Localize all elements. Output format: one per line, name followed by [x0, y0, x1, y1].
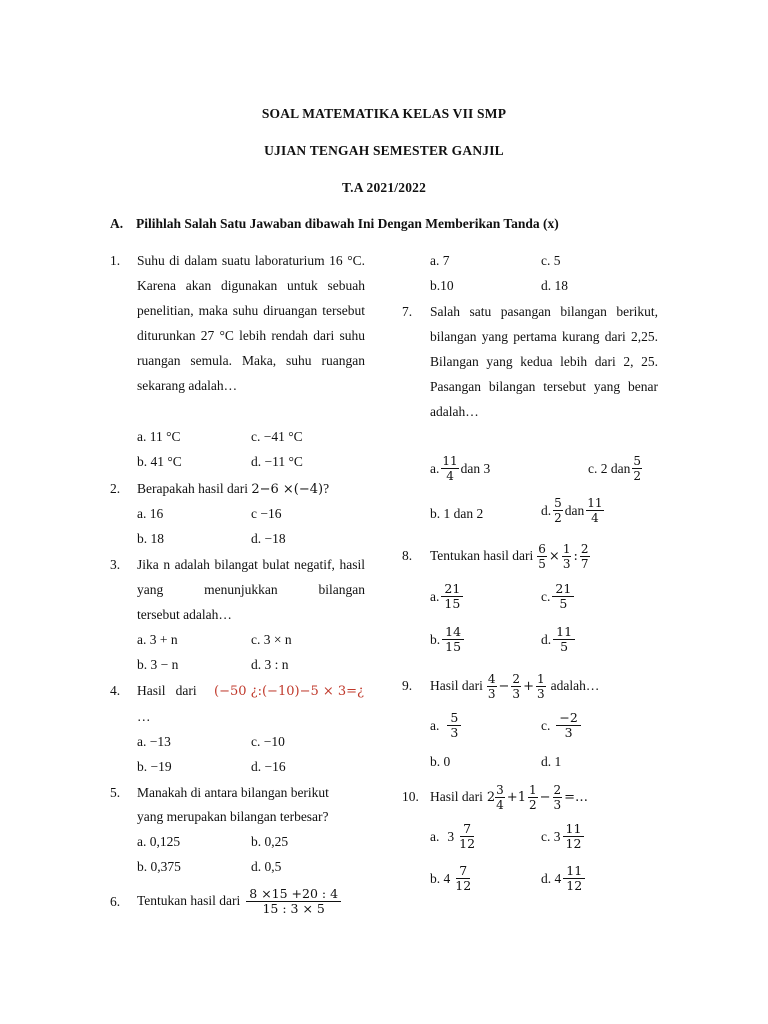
q9-option-d[interactable]: d. 1	[541, 754, 562, 769]
q6-option-d[interactable]: d. 18	[541, 278, 568, 293]
q8-a-num: 21	[441, 582, 463, 597]
question-6-text	[137, 880, 343, 922]
question-number-8: 8.	[402, 548, 413, 563]
q10-e-d1: 4	[496, 797, 504, 812]
q9-e-n3: 1	[536, 671, 545, 686]
q8-expr-frac-2	[562, 542, 572, 571]
q9-e-d2: 3	[512, 686, 521, 701]
q9-a-den: 3	[450, 725, 459, 740]
q10-a-fraction	[456, 822, 478, 851]
q7-a-fraction	[441, 454, 458, 483]
question-5-text: Manakah di antara bilangan berikut	[137, 785, 329, 800]
q3-option-d[interactable]: d. 3 : n	[251, 657, 289, 672]
q8-b-fraction	[442, 625, 464, 654]
question-number-2: 2.	[110, 481, 121, 496]
question-6-prompt: Tentukan hasil dari	[137, 893, 241, 908]
q5-option-d[interactable]: d. 0,5	[251, 859, 282, 874]
question-8-text	[430, 538, 592, 574]
q7-d-den2: 4	[591, 511, 599, 525]
question-2-text	[137, 481, 329, 497]
q4-option-d[interactable]: d. −16	[251, 759, 286, 774]
q2-option-a[interactable]: a. 16	[137, 506, 164, 521]
q8-e-d3: 7	[580, 556, 589, 571]
q10-a-num: 7	[460, 822, 474, 837]
q9-c-num: −2	[556, 711, 580, 726]
q9-e-op1: −	[498, 678, 510, 694]
q10-e-n1: 3	[496, 782, 504, 797]
q10-d-den: 12	[566, 878, 583, 893]
question-number-7: 7.	[402, 304, 413, 319]
q8-b-den: 15	[445, 639, 462, 654]
q9-e-d1: 3	[487, 686, 496, 701]
question-7-text	[430, 299, 658, 424]
question-1-body: Suhu di dalam suatu laboraturium 16 °C. Karena akan digunakan untuk sebuah penelitian, maka suhu diruangan tersebut diturunkan 27 °C lebih rendah dari suhu ruangan semula. Maka, suhu ruangan	[137, 253, 365, 368]
q7-option-b[interactable]: b. 1 dan 2	[430, 506, 484, 521]
q9-expr-frac-2	[511, 672, 521, 701]
question-1-last-line: sekarang adalah…	[137, 378, 238, 393]
q7-d-mid: dan	[564, 502, 585, 518]
q7-option-a[interactable]	[430, 454, 490, 483]
q10-d-fraction	[563, 864, 585, 893]
question-6-numerator: 8 ×15 +20 : 4	[246, 887, 341, 902]
q9-a-num: 5	[447, 711, 461, 726]
q6-option-b[interactable]: b.10	[430, 278, 454, 293]
q10-e-op2: −	[539, 789, 551, 805]
q9-option-a[interactable]	[430, 711, 463, 740]
q8-e-op2: :	[573, 548, 578, 564]
q7-d-num1: 5	[554, 496, 562, 510]
question-2-expression: 2−6 ×(−4)	[251, 482, 324, 497]
q7-c-den: 2	[633, 469, 641, 483]
exam-title: SOAL MATEMATIKA KELAS VII SMP	[261, 106, 507, 121]
q9-c-den: 3	[564, 725, 573, 740]
question-3-text	[137, 552, 365, 627]
q9-e-n2: 2	[512, 671, 521, 686]
exam-subtitle: UJIAN TENGAH SEMESTER GANJIL	[264, 143, 504, 158]
question-7-body: Salah satu pasangan bilangan berikut, bilangan yang pertama kurang dari 2,25. Bilangan yang kedua lebih dari 2, 25. Pasangan bilangan tersebut yang benar	[430, 304, 658, 394]
section-heading	[110, 216, 559, 232]
question-number-4: 4.	[110, 683, 121, 698]
q8-expr-frac-1	[537, 542, 547, 571]
q10-c-num: 11	[563, 822, 585, 837]
q9-c-label: c.	[541, 717, 551, 733]
q8-e-n3: 2	[580, 541, 589, 556]
q9-c-fraction	[556, 711, 580, 740]
q8-e-op1: ×	[548, 548, 560, 564]
question-9-prompt: Hasil dari	[430, 678, 483, 693]
q8-a-fraction	[441, 582, 463, 611]
q9-a-fraction	[447, 711, 461, 740]
question-number-9: 9.	[402, 678, 413, 693]
q10-e-n2: 1	[528, 782, 537, 797]
q8-e-n1: 6	[538, 541, 546, 556]
q8-b-num: 14	[442, 625, 464, 640]
q9-e-op2: +	[523, 678, 534, 694]
q5-option-c[interactable]: b. 0,375	[137, 859, 181, 874]
q1-option-b[interactable]: b. 41 °C	[137, 454, 182, 469]
q10-c-label: c. 3	[541, 828, 561, 844]
q10-option-c[interactable]	[541, 822, 586, 851]
q10-expr-frac-2	[528, 783, 538, 812]
q10-option-a[interactable]	[430, 822, 480, 851]
q10-c-fraction	[563, 822, 585, 851]
question-9-text	[430, 668, 599, 704]
q10-e-d2: 2	[528, 797, 537, 812]
q8-d-fraction	[553, 625, 575, 654]
section-letter: A.	[110, 216, 124, 231]
q2-option-b[interactable]: b. 18	[137, 531, 164, 546]
question-number-1: 1.	[110, 253, 121, 268]
question-5-last-line: yang merupakan bilangan terbesar?	[137, 809, 329, 824]
question-2-prompt: Berapakah hasil dari	[137, 481, 248, 496]
q7-option-c[interactable]	[588, 454, 644, 483]
q8-e-n2: 1	[562, 541, 571, 556]
q7-option-d[interactable]	[541, 496, 606, 525]
q5-option-b[interactable]: b. 0,25	[251, 834, 289, 849]
q1-option-c[interactable]: c. −41 °C	[251, 429, 303, 444]
q7-a-label: a.	[430, 460, 440, 476]
q8-d-num: 11	[553, 625, 575, 640]
q1-option-d[interactable]: d. −11 °C	[251, 454, 303, 469]
q9-a-label: a.	[430, 717, 440, 733]
q8-option-c[interactable]	[541, 582, 576, 611]
school-year: T.A 2021/2022	[341, 180, 427, 195]
q8-a-label: a.	[430, 588, 440, 604]
q8-c-num: 21	[552, 582, 574, 597]
question-2-end: ?	[323, 481, 330, 496]
q8-d-den: 5	[560, 639, 569, 654]
question-1-text	[137, 248, 365, 398]
question-10-prompt: Hasil dari	[430, 789, 483, 804]
question-4-continuation: …	[137, 709, 151, 724]
question-3-last-line: tersebut adalah…	[137, 607, 232, 622]
q8-expr-frac-3	[580, 542, 590, 571]
q4-option-c[interactable]: c. −10	[251, 734, 285, 749]
q8-d-label: d.	[541, 631, 552, 647]
q7-d-den1: 2	[554, 511, 562, 525]
q8-c-fraction	[552, 582, 574, 611]
q10-option-d[interactable]	[541, 864, 587, 893]
question-3-body: Jika n adalah bilangat bulat negatif, hasil yang menunjukkan bilangan	[137, 557, 365, 597]
q7-c-num: 5	[633, 454, 641, 468]
q10-expr-frac-1	[495, 783, 505, 812]
q7-d-fraction-1	[553, 496, 563, 525]
q8-c-label: c.	[541, 588, 551, 604]
q10-e-op1: +1	[506, 789, 526, 805]
q10-a-whole: 3	[447, 828, 455, 844]
q7-a-den: 4	[446, 469, 454, 483]
section-title: Pilihlah Salah Satu Jawaban dibawah Ini Dengan Memberikan Tanda (x)	[136, 216, 559, 231]
q7-a-num: 11	[442, 454, 458, 468]
q10-b-fraction	[452, 864, 474, 893]
question-8-prompt: Tentukan hasil dari	[430, 548, 534, 563]
question-4-expression: (−50 ¿:(−10)−5 × 3=¿	[214, 684, 365, 699]
question-9-end: adalah…	[550, 678, 600, 693]
q9-expr-frac-1	[487, 672, 497, 701]
question-4-prompt: Hasil dari	[137, 683, 197, 698]
q7-d-fraction-2	[586, 496, 603, 525]
q10-c-den: 12	[565, 836, 582, 851]
q8-option-a[interactable]	[430, 582, 465, 611]
question-7-last-line: adalah…	[430, 404, 479, 419]
q10-e-w1: 2	[486, 789, 496, 805]
question-number-3: 3.	[110, 557, 121, 572]
q3-option-b[interactable]: b. 3 − n	[137, 657, 179, 672]
q3-option-c[interactable]: c. 3 × n	[251, 632, 292, 647]
q7-c-label: c. 2 dan	[588, 460, 631, 476]
q8-e-d1: 5	[538, 556, 546, 571]
q10-expr-frac-3	[553, 783, 563, 812]
q9-option-c[interactable]	[541, 711, 583, 740]
q7-c-fraction	[632, 454, 642, 483]
q7-d-num2: 11	[587, 496, 603, 510]
q9-option-b[interactable]: b. 0	[430, 754, 451, 769]
q10-a-den: 12	[459, 836, 476, 851]
question-6-denominator: 15 : 3 × 5	[262, 900, 325, 916]
q7-a-rest: dan 3	[460, 460, 491, 476]
q10-a-label: a.	[430, 828, 440, 844]
q2-option-d[interactable]: d. −18	[251, 531, 286, 546]
q10-b-label: b. 4	[430, 870, 451, 886]
q10-e-d3: 3	[553, 797, 562, 812]
q3-option-a[interactable]: a. 3 + n	[137, 632, 178, 647]
q10-b-num: 7	[456, 864, 470, 879]
q5-option-a[interactable]: a. 0,125	[137, 834, 181, 849]
question-10-text	[430, 779, 588, 815]
q8-e-d2: 3	[562, 556, 571, 571]
q8-c-den: 5	[559, 596, 568, 611]
q9-e-n1: 4	[487, 671, 496, 686]
q2-option-c[interactable]: c −16	[251, 506, 282, 521]
question-6-fraction	[246, 887, 341, 916]
q10-d-label: d. 4	[541, 870, 562, 886]
q4-option-b[interactable]: b. −19	[137, 759, 172, 774]
q10-e-n3: 2	[553, 782, 562, 797]
question-number-6: 6.	[110, 894, 121, 909]
q6-option-c[interactable]: c. 5	[541, 253, 561, 268]
q8-b-label: b.	[430, 631, 441, 647]
q8-option-b[interactable]	[430, 625, 466, 654]
question-4-text	[137, 683, 364, 699]
q1-option-a[interactable]: a. 11 °C	[137, 429, 181, 444]
q9-expr-frac-3	[536, 672, 546, 701]
question-10-end: =…	[564, 789, 589, 805]
q4-option-a[interactable]: a. −13	[137, 734, 171, 749]
question-number-5: 5.	[110, 785, 121, 800]
question-number-10: 10.	[402, 789, 419, 804]
q9-e-d3: 3	[536, 686, 545, 701]
q10-d-num: 11	[563, 864, 585, 879]
q8-option-d[interactable]	[541, 625, 577, 654]
q7-d-label: d.	[541, 502, 552, 518]
q6-option-a[interactable]: a. 7	[430, 253, 450, 268]
q10-b-den: 12	[455, 878, 472, 893]
q10-option-b[interactable]	[430, 864, 476, 893]
q8-a-den: 15	[444, 596, 461, 611]
